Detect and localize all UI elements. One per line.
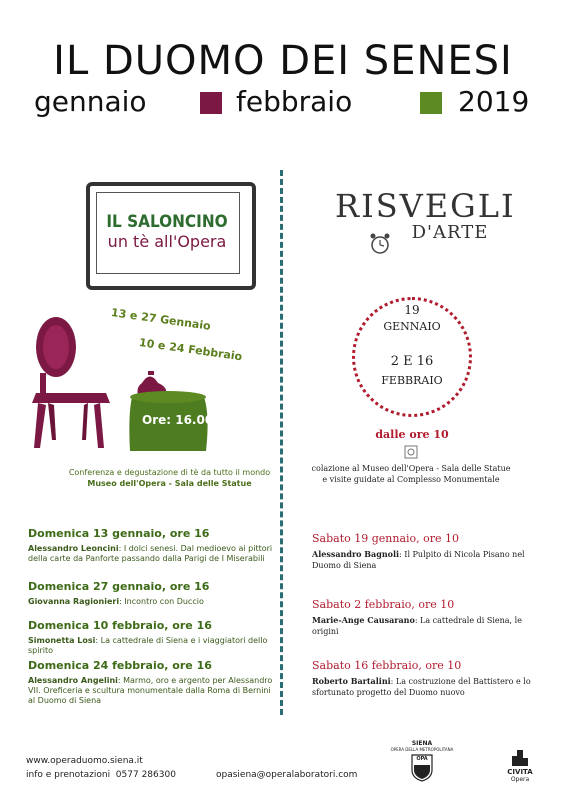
event-text: : Il Pulpito di Nicola Pisano nel Duomo di Siena [312,550,525,570]
circle-month2: FEBBRAIO [381,374,443,387]
risvegli-text: RISVEGLI [335,187,516,225]
right-event-1 [312,532,537,571]
opa-logo-top: SIENA [411,740,433,747]
time-label: Ore: 16.00 [142,413,214,427]
saloncino-title: IL SALONCINO [106,212,228,232]
circle-day2: 2 E 16 [390,354,434,369]
subtitle-row [0,86,566,122]
tower-icon [509,748,531,766]
event-speaker: Alessandro Angelini [28,676,118,685]
dates-february: 10 e 24 Febbraio [138,336,244,364]
left-event-4 [28,659,273,706]
event-speaker: Alessandro Leoncini [28,544,119,553]
alarm-clock-icon [368,232,392,256]
color-square-maroon [200,92,222,114]
opa-logo [388,740,456,784]
left-event-1 [28,527,273,564]
dates-january: 13 e 27 Gennaio [110,306,212,333]
risvegli-logo [335,187,516,243]
event-text: : La costruzione del Battistero e lo sfortunato progetto del Duomo nuovo [312,677,531,697]
event-speaker: Roberto Bartalini [312,676,391,686]
teapot-table-icon [128,365,210,455]
event-speaker: Alessandro Bagnoli [312,549,400,559]
event-heading: Sabato 16 febbraio, ore 10 [312,659,462,672]
event-heading: Domenica 10 febbraio, ore 16 [28,619,212,632]
from-time: dalle ore 10 [375,428,449,441]
ornament-icon [404,445,418,459]
event-heading: Sabato 2 febbraio, ore 10 [312,598,455,611]
event-heading: Domenica 13 gennaio, ore 16 [28,527,210,540]
circle-day1: 19 [404,303,420,317]
event-text: : I dolci senesi. Dal medioevo ai pittori della carte da Panforte passando dalla Parigi de I Miserabili [28,544,273,563]
year: 2019 [458,85,530,118]
event-text: : La cattedrale di Siena, le origini [312,616,522,636]
color-square-green [420,92,442,114]
opa-logo-bottom: OPERA DELLA METROPOLITANA [390,747,454,752]
saloncino-location: Museo dell'Opera - Sala delle Statue [87,479,252,488]
event-heading: Domenica 24 febbraio, ore 16 [28,659,212,672]
risvegli-desc2: e visite guidate al Complesso Monumentale [322,475,500,484]
email-link[interactable]: opasiena@operalaboratori.com [216,770,358,780]
saloncino-subtitle: un tè all'Opera [107,232,227,251]
civita-text: CIVITA [507,768,533,776]
event-text: : Marmo, oro e argento per Alessandro VII. Oreficeria e scultura monumentale dalla Roma di Bernini al Duomo di Siena [28,676,273,705]
event-speaker: Giovanna Ragionieri [28,597,120,606]
opa-badge-text: OPA [416,756,428,762]
right-event-2 [312,598,537,637]
website-link[interactable]: www.operaduomo.siena.it [26,756,143,766]
event-heading: Domenica 27 gennaio, ore 16 [28,580,210,593]
circle-month1: GENNAIO [383,320,441,333]
month-febbraio: febbraio [236,85,353,118]
right-event-3 [312,659,537,698]
info-phone: info e prenotazioni 0577 286300 [26,770,176,780]
event-speaker: Marie-Ange Causarano [312,615,415,625]
event-text: : Incontro con Duccio [119,597,204,606]
civita-logo [500,748,540,783]
left-event-3 [28,619,273,656]
saloncino-note: Conferenza e degustazione di tè da tutto il mondo [68,468,271,477]
event-speaker: Simonetta Losi [28,636,96,645]
page-title: IL DUOMO DEI SENESI [53,38,513,84]
month-gennaio: gennaio [34,85,147,118]
civita-opera-text: Opera [510,776,530,783]
event-heading: Sabato 19 gennaio, ore 10 [312,532,460,545]
event-text: : La cattedrale di Siena e i viaggiatori dello spirito [28,636,268,655]
left-event-2 [28,580,273,607]
center-divider [280,170,283,715]
darte-text: D'ARTE [411,222,489,243]
risvegli-desc1: colazione al Museo dell'Opera - Sala delle Statue [311,464,511,473]
chair-icon [18,315,118,450]
